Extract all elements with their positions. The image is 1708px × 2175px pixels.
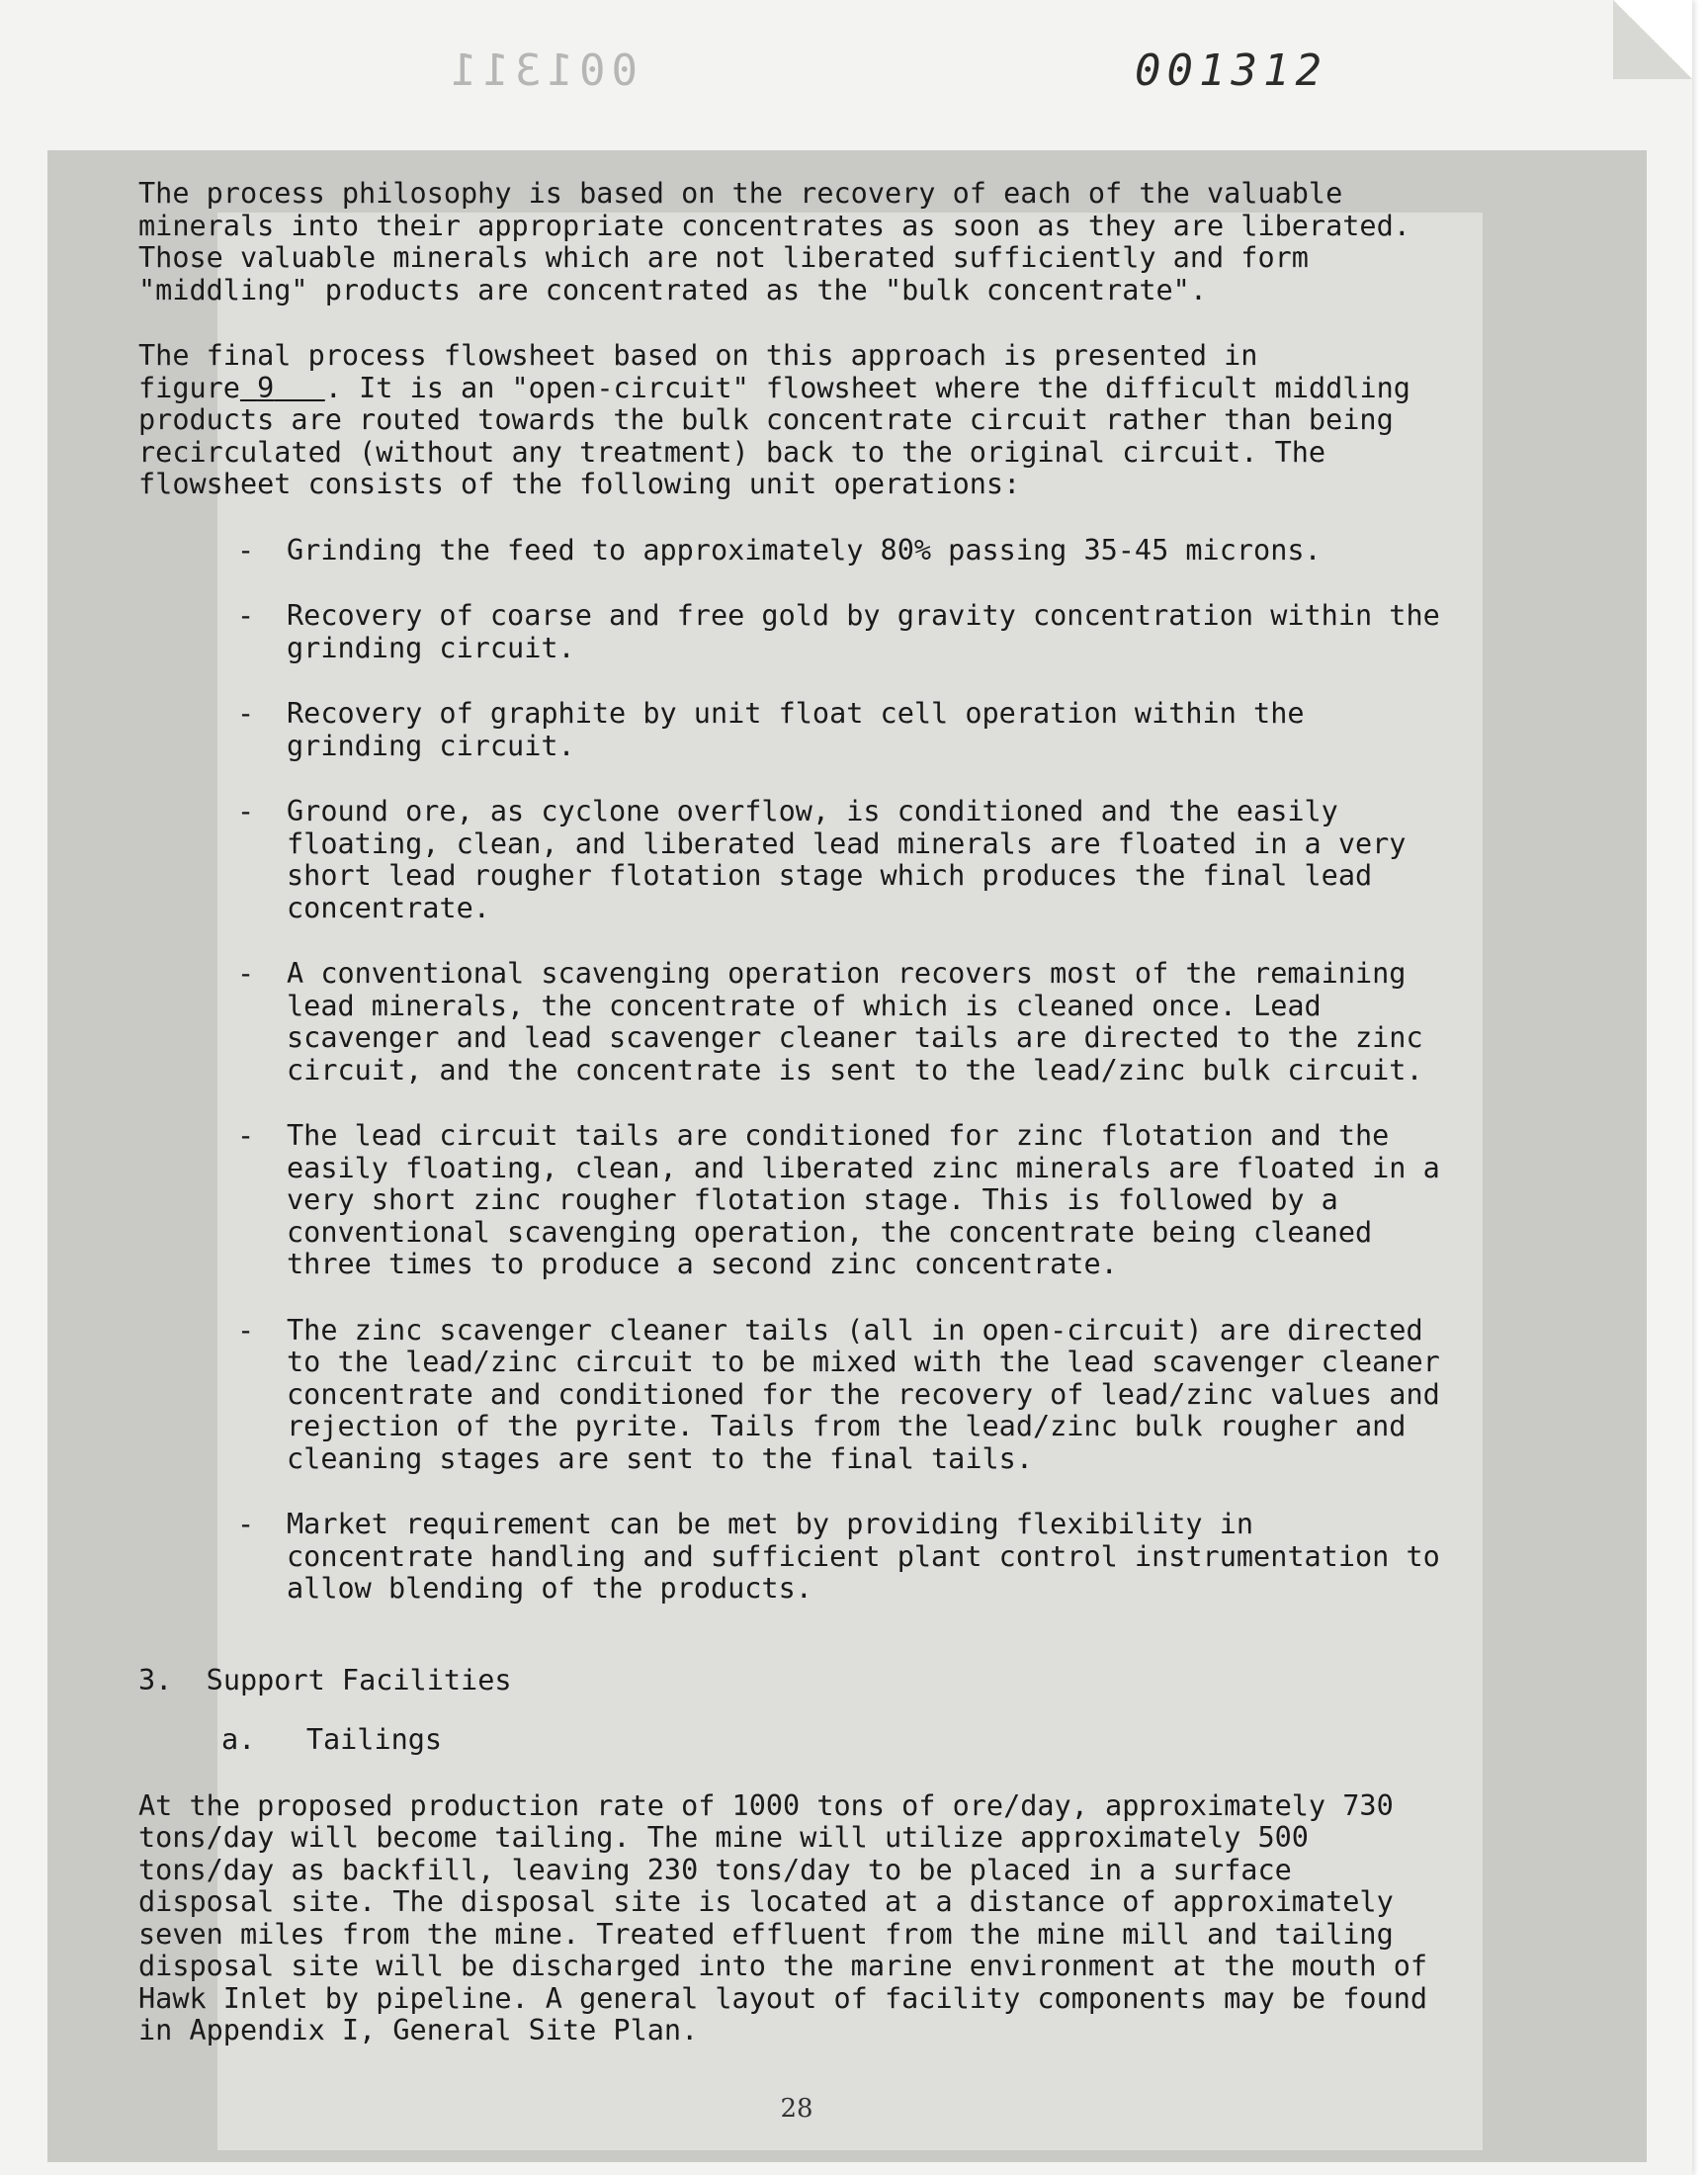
mirrored-page-stamp: 001311	[445, 45, 638, 96]
list-item-text: Ground ore, as cyclone overflow, is conditioned and the easily floating, clean, and liberated lead minerals are floated in a very short lead rougher flotation stage which produces the final lead concentrate.	[287, 795, 1407, 924]
bullet-dash: -	[237, 533, 255, 566]
folded-corner	[1613, 0, 1692, 79]
bullet-dash: -	[237, 1119, 255, 1152]
list-item-text: The zinc scavenger cleaner tails (all in open-circuit) are directed to the lead/zinc circuit to be mixed with the lead scavenger cleaner concentrate and conditioned for the recovery of lead/zinc values and rejection of the pyrite. Tails from the lead/zinc bulk rougher and cleaning stages are sent to the final tails.	[287, 1313, 1440, 1475]
bullet-dash: -	[237, 599, 255, 632]
list-item-text: Grinding the feed to approximately 80% passing 35-45 microns.	[287, 533, 1322, 566]
list-item	[138, 1509, 1443, 1606]
bullet-dash: -	[237, 697, 255, 730]
list-item	[138, 796, 1443, 924]
figure-reference	[240, 372, 325, 404]
bullet-dash: -	[237, 1313, 255, 1347]
paragraph-flowsheet	[138, 340, 1443, 501]
subsection-title: Tailings	[305, 1723, 443, 1756]
list-item	[138, 1315, 1443, 1476]
paragraph-flowsheet-end: . It is an "open-circuit" flowsheet where the difficult middling products are routed towards the bulk concentrate circuit rather than being recirculated (without any treatment) back to the original circuit. The flowsheet consists of the following unit operations:	[138, 371, 1410, 500]
section-number: 3.	[138, 1663, 173, 1696]
bullet-dash: -	[237, 1508, 255, 1540]
section-title: Support Facilities	[206, 1663, 512, 1696]
list-item	[138, 535, 1443, 567]
page-stamp: 001312	[1135, 45, 1327, 96]
paragraph-flowsheet-start: The final process flowsheet based on this approach is presented in figure	[138, 339, 1258, 404]
page-number: 28	[780, 2094, 813, 2124]
figure-number: 9	[257, 371, 275, 404]
list-item	[138, 958, 1443, 1087]
bullet-dash: -	[237, 795, 255, 827]
subsection-letter: a.	[221, 1723, 256, 1756]
list-item	[138, 1120, 1443, 1281]
list-item	[138, 600, 1443, 664]
list-item-text: A conventional scavenging operation recovers most of the remaining lead minerals, the concentrate of which is cleaned once. Lead scavenger and lead scavenger cleaner tails are directed to the zinc circuit, and the concentrate is sent to the lead/zinc bulk circuit.	[287, 957, 1423, 1087]
list-item-text: Recovery of graphite by unit float cell operation within the grinding circuit.	[287, 697, 1305, 762]
list-item-text: Market requirement can be met by providing flexibility in concentrate handling and sufficient plant control instrumentation to allow blending of the products.	[287, 1508, 1440, 1605]
unit-operations-list	[138, 535, 1443, 1606]
list-item	[138, 698, 1443, 762]
paragraph-process-philosophy: The process philosophy is based on the recovery of each of the valuable minerals into their appropriate concentrates as soon as they are liberated. Those valuable minerals which are not liberated sufficiently and form "middling" products are concentrated as the "bulk concentrate".	[138, 177, 1410, 306]
list-item-text: Recovery of coarse and free gold by gravity concentration within the grinding circuit.	[287, 599, 1440, 664]
section-heading	[138, 1665, 1443, 1697]
list-item-text: The lead circuit tails are conditioned for zinc flotation and the easily floating, clean, and liberated zinc minerals are floated in a very short zinc rougher flotation stage. This is followed by a conventional scavenging operation, the concentrate being cleaned three times to produce a second zinc concentrate.	[287, 1119, 1440, 1280]
bullet-dash: -	[237, 957, 255, 990]
paragraph-tailings: At the proposed production rate of 1000 tons of ore/day, approximately 730 tons/day will become tailing. The mine will utilize approximately 500 tons/day as backfill, leaving 230 tons/day to be placed in a surface disposal site. The disposal site is located at a distance of approximately seven miles from the mine. Treated effluent from the mine mill and tailing disposal site will be discharged into the marine environment at the mouth of Hawk Inlet by pipeline. A general layout of facility components may be found in Appendix I, General Site Plan.	[138, 1788, 1428, 2046]
body-text	[138, 178, 1443, 2081]
subsection-heading	[221, 1724, 1443, 1757]
